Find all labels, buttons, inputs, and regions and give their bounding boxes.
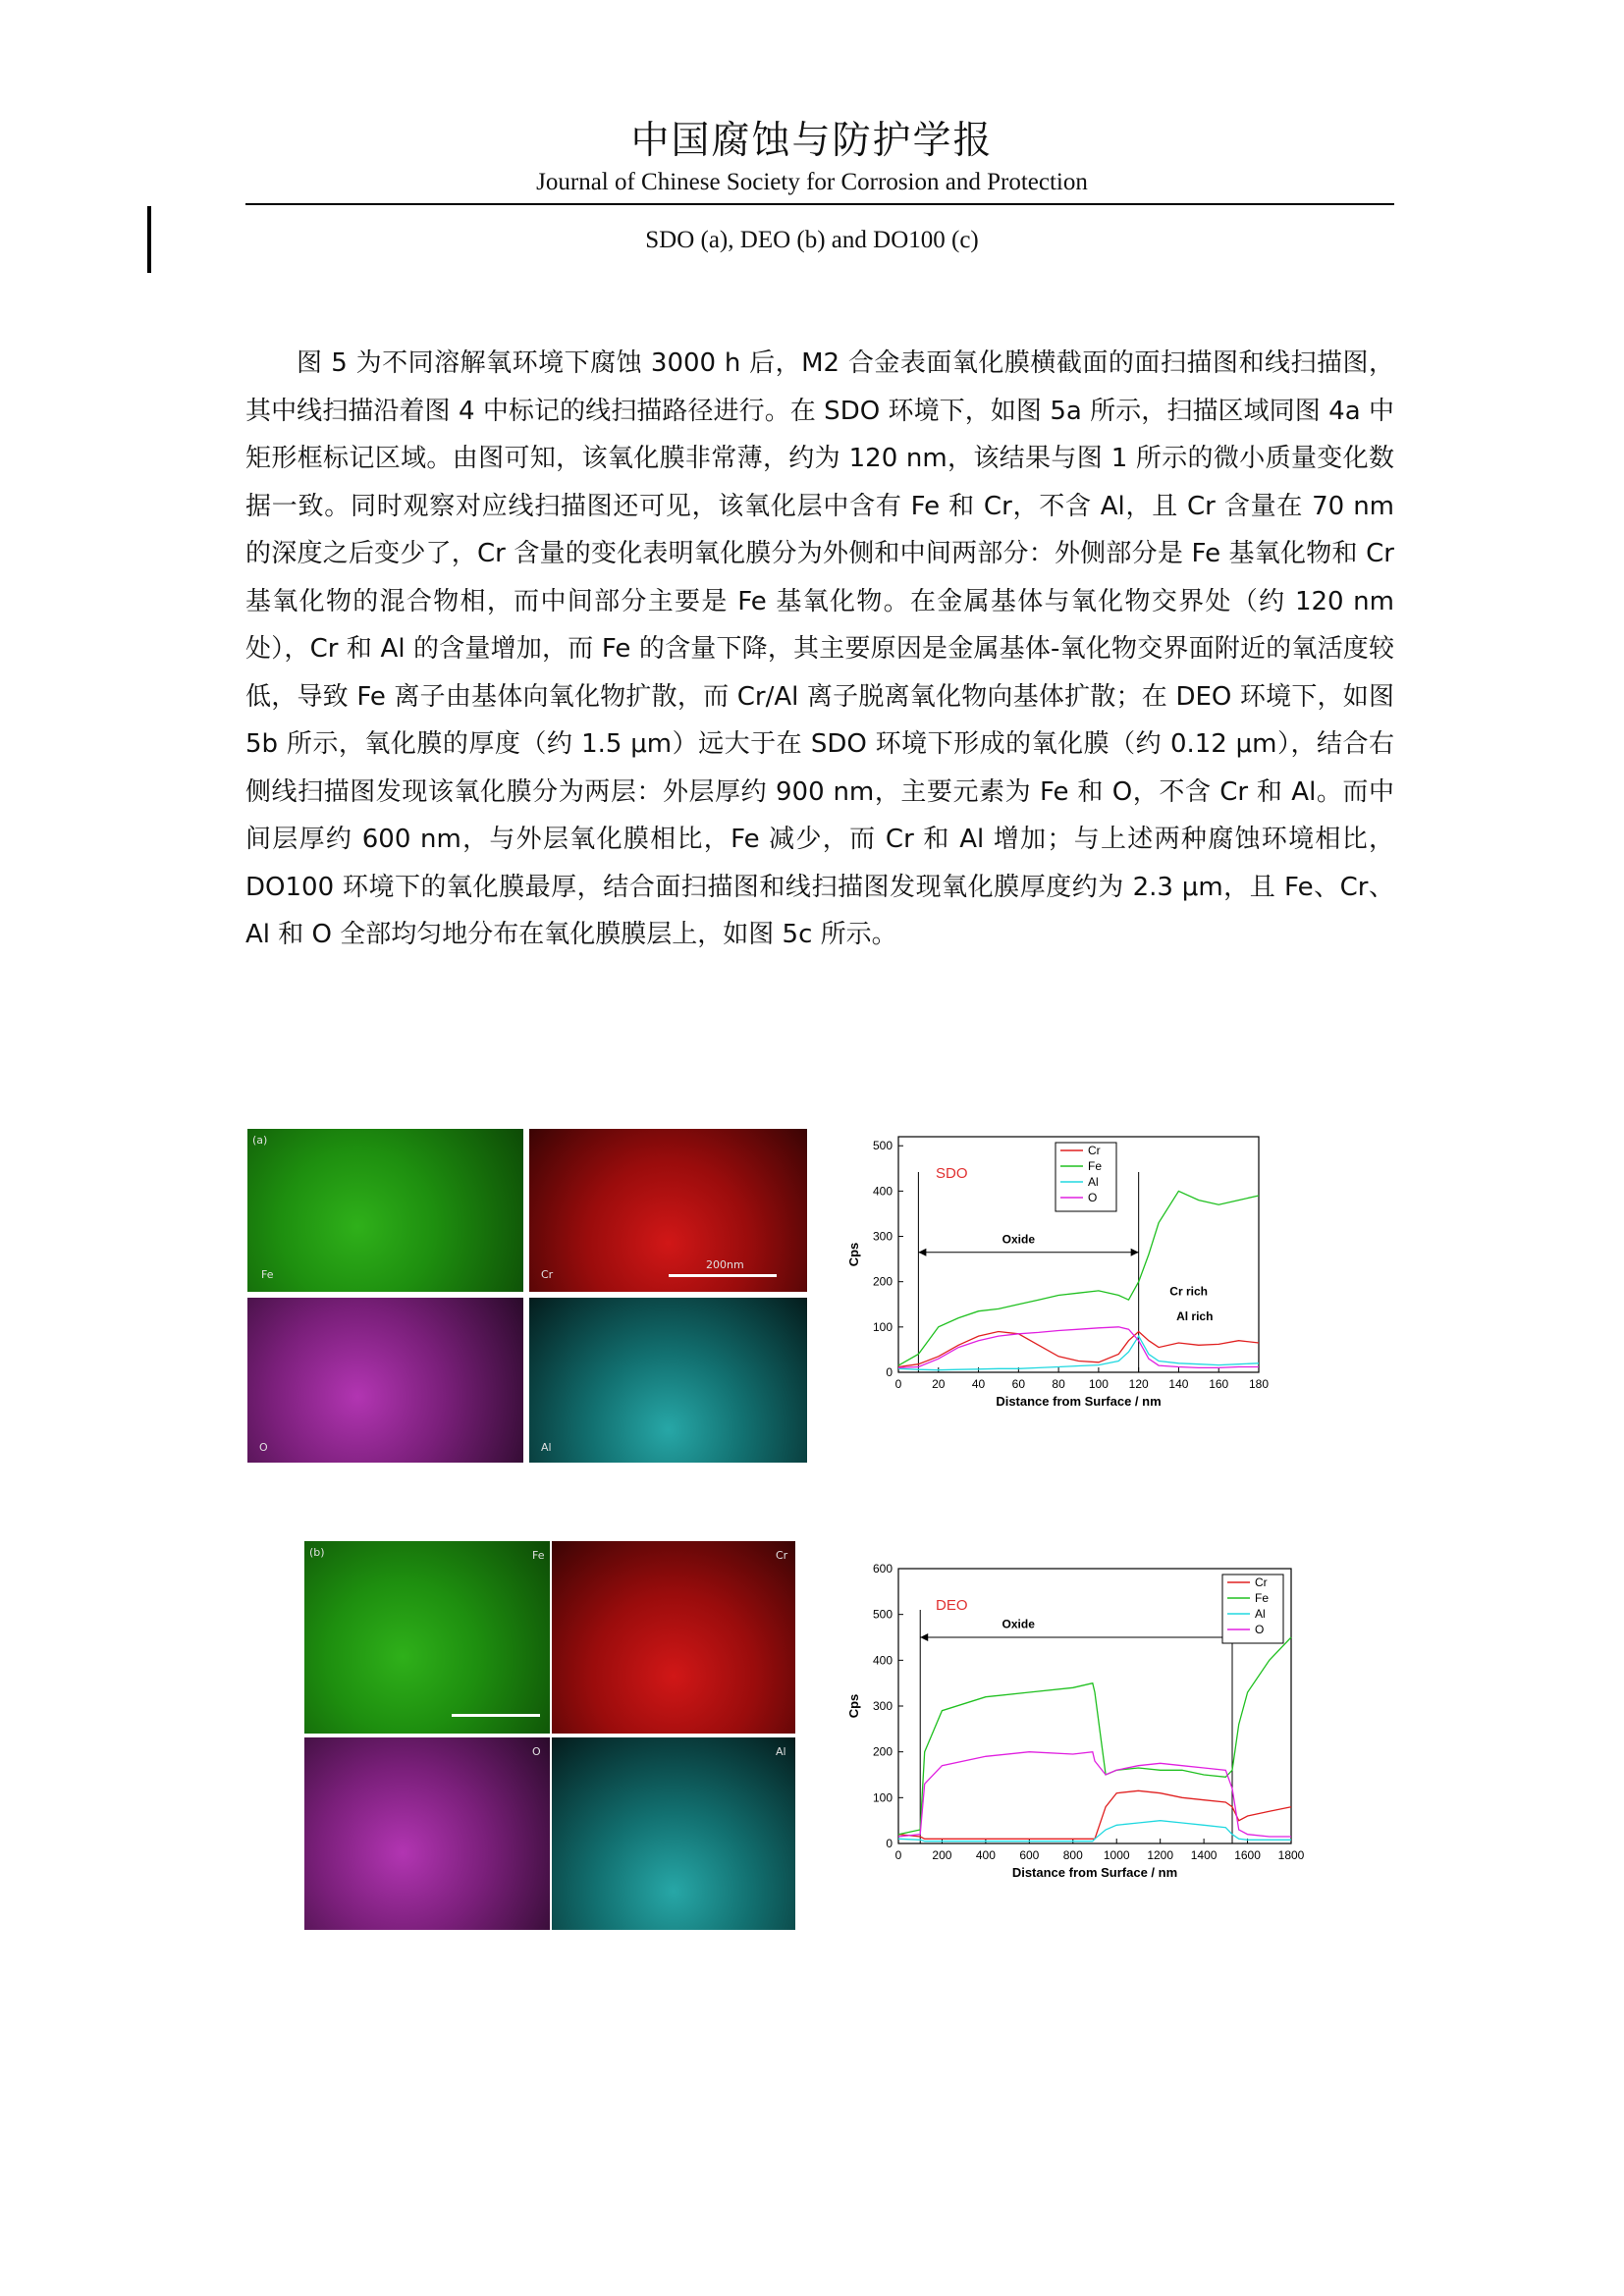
deo-cr-map <box>552 1541 795 1734</box>
journal-title-en: Journal of Chinese Society for Corrosion and Protection <box>536 169 1088 195</box>
x-tick-label: 1200 <box>1147 1848 1174 1862</box>
sdo-cr-map <box>529 1129 807 1292</box>
y-tick-label: 100 <box>872 1319 893 1334</box>
sdo-al-map <box>529 1298 807 1463</box>
x-tick-label: 180 <box>1248 1377 1270 1391</box>
deo-al-map <box>552 1737 795 1930</box>
chart-inset-label: DEO <box>936 1597 968 1614</box>
sdo-linescan-chart <box>844 1129 1276 1453</box>
legend-entry: O <box>1255 1623 1265 1636</box>
x-tick-label: 0 <box>894 1848 902 1862</box>
legend-entry: Al <box>1088 1175 1099 1189</box>
x-tick-label: 160 <box>1209 1377 1229 1391</box>
legend-entry: Cr <box>1255 1575 1268 1589</box>
sdo-o-map <box>247 1298 523 1463</box>
x-tick-label: 60 <box>1011 1377 1026 1391</box>
legend-box <box>1222 1575 1283 1643</box>
journal-title-cn: 中国腐蚀与防护学报 <box>630 119 994 163</box>
sdo-fe-label: Fe <box>261 1268 274 1281</box>
y-tick-label: 500 <box>872 1139 893 1153</box>
y-tick-label: 200 <box>872 1274 893 1289</box>
series-line-al <box>898 1336 1259 1370</box>
deo-fe-map <box>304 1541 550 1734</box>
x-tick-label: 1000 <box>1103 1848 1130 1862</box>
y-tick-label: 500 <box>872 1607 893 1622</box>
x-axis-label: Distance from Surface / nm <box>1011 1865 1178 1880</box>
y-axis-label: Cps <box>846 1242 861 1267</box>
deo-al-label: Al <box>776 1745 786 1758</box>
x-tick-label: 1800 <box>1277 1848 1305 1862</box>
legend-entry: Fe <box>1088 1159 1103 1173</box>
x-tick-label: 800 <box>1062 1848 1083 1862</box>
figure-caption-continuation: SDO (a), DEO (b) and DO100 (c) <box>645 227 979 253</box>
x-tick-label: 1600 <box>1234 1848 1261 1862</box>
deo-o-map <box>304 1737 550 1930</box>
sdo-fe-map <box>247 1129 523 1292</box>
legend-entry: O <box>1088 1191 1098 1204</box>
sdo-panel-label: (a) <box>252 1134 268 1147</box>
legend-box <box>1056 1143 1116 1211</box>
header-rule <box>245 203 1394 205</box>
arrowhead-right <box>1131 1249 1139 1256</box>
x-tick-label: 140 <box>1168 1377 1189 1391</box>
y-tick-label: 300 <box>872 1229 893 1244</box>
arrowhead-left <box>918 1249 926 1256</box>
y-tick-label: 400 <box>872 1653 893 1668</box>
sdo-al-label: Al <box>541 1441 552 1454</box>
y-axis-label: Cps <box>846 1693 861 1719</box>
x-tick-label: 120 <box>1128 1377 1149 1391</box>
legend-entry: Al <box>1255 1607 1266 1621</box>
y-tick-label: 100 <box>872 1790 893 1805</box>
chart-annotation: Oxide <box>1001 1617 1035 1631</box>
sdo-scale-bar <box>669 1274 777 1277</box>
series-line-fe <box>898 1191 1259 1365</box>
y-tick-label: 200 <box>872 1744 893 1759</box>
deo-fe-label: Fe <box>532 1549 545 1562</box>
x-tick-label: 200 <box>932 1848 952 1862</box>
series-line-cr <box>898 1332 1259 1367</box>
x-tick-label: 1400 <box>1190 1848 1218 1862</box>
x-tick-label: 0 <box>894 1377 902 1391</box>
series-line-o <box>898 1327 1259 1368</box>
deo-o-label: O <box>532 1745 541 1758</box>
x-tick-label: 40 <box>971 1377 986 1391</box>
x-tick-label: 400 <box>975 1848 996 1862</box>
body-paragraph: 图 5 为不同溶解氧环境下腐蚀 3000 h 后，M2 合金表面氧化膜横截面的面扫描图和线扫描图，其中线扫描沿着图 4 中标记的线扫描路径进行。在 SDO 环境下，如图 5a 所示，扫描区域同图 4a 中矩形框标记区域。由图可知，该氧化膜非常薄，约为 120 nm，该结果与图 1 所示的微小质量变化数据一致。同时观察对应线扫描图还可见，该氧化层中含有 Fe 和 Cr，不含 Al，且 Cr 含量在 70 nm 的深度之后变少了，Cr 含量的变化表明氧化膜分为外侧和中间两部分：外侧部分是 Fe 基氧化物和 Cr 基氧化物的混合物相，而中间部分主要是 Fe 基氧化物。在金属基体与氧化物交界处（约 120 nm 处），Cr 和 Al 的含量增加，而 Fe 的含量下降，其主要原因是金属基体-氧化物交界面附近的氧活度较低，导致 Fe 离子由基体向氧化物扩散，而 Cr/Al 离子脱离氧化物向基体扩散；在 DEO 环境下，如图 5b 所示，氧化膜的厚度（约 1.5 μm）远大于在 SDO 环境下形成的氧化膜（约 0.12 μm），结合右侧线扫描图发现该氧化膜分为两层：外层厚约 900 nm，主要元素为 Fe 和 O，不含 Cr 和 Al。而中间层厚约 600 nm，与外层氧化膜相比，Fe 减少，而 Cr 和 Al 增加；与上述两种腐蚀环境相比，DO100 环境下的氧化膜最厚，结合面扫描图和线扫描图发现氧化膜厚度约为 2.3 μm，且 Fe、Cr、Al 和 O 全部均匀地分布在氧化膜膜层上，如图 5c 所示。 <box>245 348 1395 949</box>
deo-panel-label: (b) <box>309 1546 325 1559</box>
x-axis-label: Distance from Surface / nm <box>996 1394 1162 1409</box>
body-text <box>245 340 1394 959</box>
y-tick-label: 0 <box>886 1837 893 1850</box>
chart-annotation: Al rich <box>1176 1308 1214 1323</box>
y-tick-label: 400 <box>872 1184 893 1199</box>
chart-annotation: Cr rich <box>1169 1284 1208 1299</box>
deo-cr-label: Cr <box>776 1549 788 1562</box>
y-tick-label: 300 <box>872 1699 893 1713</box>
chart-annotation: Oxide <box>1001 1232 1036 1247</box>
legend-entry: Cr <box>1088 1144 1101 1157</box>
arrowhead-left <box>920 1633 928 1641</box>
legend-entry: Fe <box>1255 1591 1270 1605</box>
deo-scale-bar <box>452 1714 540 1717</box>
y-tick-label: 600 <box>872 1562 893 1575</box>
x-tick-label: 600 <box>1019 1848 1040 1862</box>
sdo-cr-label: Cr <box>541 1268 554 1281</box>
x-tick-label: 80 <box>1052 1377 1065 1391</box>
chart-inset-label: SDO <box>936 1165 968 1182</box>
deo-linescan-chart <box>844 1561 1306 1924</box>
x-tick-label: 20 <box>932 1377 946 1391</box>
x-tick-label: 100 <box>1088 1377 1109 1391</box>
sdo-o-label: O <box>259 1441 268 1454</box>
sdo-scale-label: 200nm <box>706 1258 744 1271</box>
y-tick-label: 0 <box>886 1365 893 1379</box>
